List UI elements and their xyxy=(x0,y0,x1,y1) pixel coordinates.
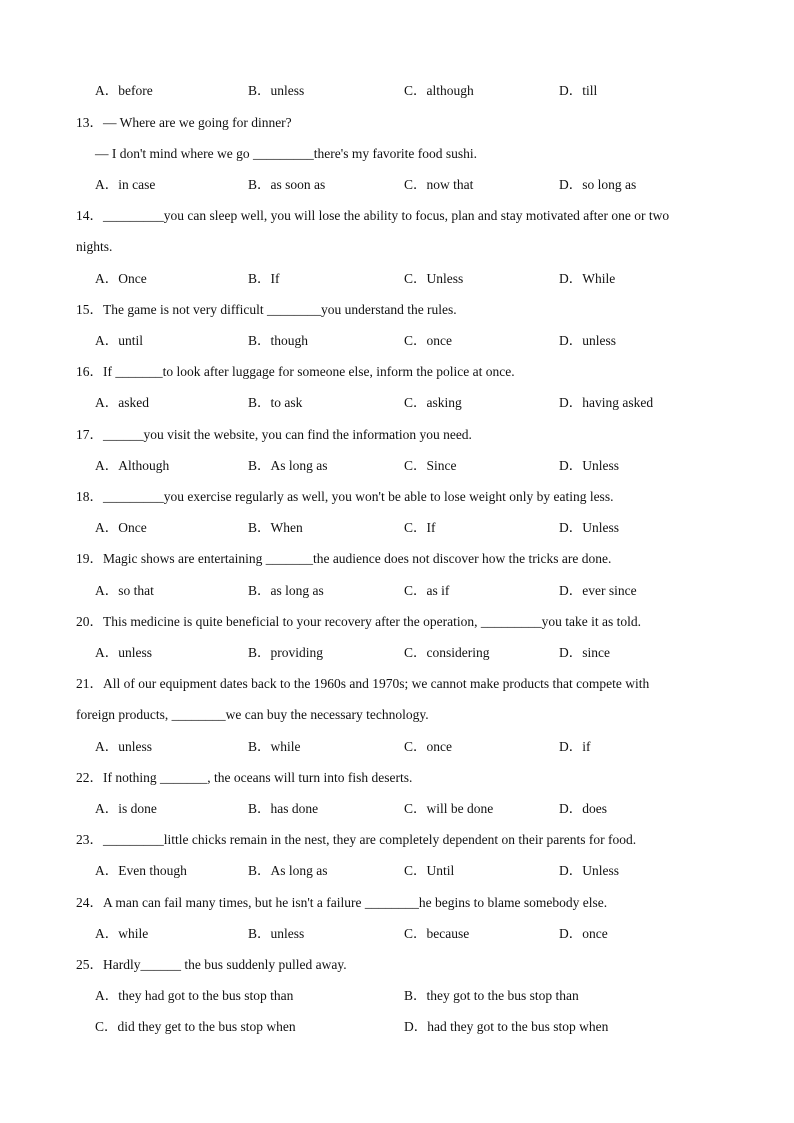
answer-option: C．did they get to the bus stop when xyxy=(95,1019,296,1034)
option-row xyxy=(0,331,794,351)
answer-option: A．is done xyxy=(95,801,157,816)
question-stem: 22．If nothing _______, the oceans will turn into fish deserts. xyxy=(76,770,413,785)
answer-option: B．As long as xyxy=(248,863,328,878)
answer-option: D．While xyxy=(559,271,616,286)
question-stem: 20．This medicine is quite beneficial to your recovery after the operation, _________you take it as told. xyxy=(76,614,641,629)
answer-option: C．asking xyxy=(404,395,462,410)
answer-option: D．ever since xyxy=(559,583,637,598)
option-row xyxy=(0,1017,794,1037)
answer-option: C．Unless xyxy=(404,271,464,286)
answer-option: C．once xyxy=(404,739,452,754)
option-row xyxy=(0,643,794,663)
answer-option: D．having asked xyxy=(559,395,654,410)
answer-option: A．while xyxy=(95,926,149,941)
answer-option: A．before xyxy=(95,83,153,98)
answer-option: A．unless xyxy=(95,739,152,754)
answer-option: B．though xyxy=(248,333,309,348)
answer-option: A．Even though xyxy=(95,863,187,878)
option-row xyxy=(0,986,794,1006)
answer-option: D．does xyxy=(559,801,607,816)
answer-option: B．as soon as xyxy=(248,177,326,192)
question-stem: 25．Hardly______ the bus suddenly pulled away. xyxy=(76,957,347,972)
answer-option: A．so that xyxy=(95,583,154,598)
answer-option: C．because xyxy=(404,926,470,941)
option-row xyxy=(0,861,794,881)
answer-option: D．since xyxy=(559,645,610,660)
option-row xyxy=(0,175,794,195)
answer-option: D．had they got to the bus stop when xyxy=(404,1019,609,1034)
answer-option: B．as long as xyxy=(248,583,324,598)
question-stem: 19．Magic shows are entertaining _______the audience does not discover how the tricks are done. xyxy=(76,551,612,566)
option-row xyxy=(0,799,794,819)
question-stem: 23．_________little chicks remain in the nest, they are completely dependent on their parents for food. xyxy=(76,832,637,847)
answer-option: C．considering xyxy=(404,645,490,660)
answer-option: A．in case xyxy=(95,177,156,192)
answer-option: A．Once xyxy=(95,520,147,535)
answer-option: C．If xyxy=(404,520,436,535)
option-row xyxy=(0,518,794,538)
answer-option: D．unless xyxy=(559,333,616,348)
answer-option: D．once xyxy=(559,926,608,941)
option-row xyxy=(0,737,794,757)
answer-option: A．asked xyxy=(95,395,149,410)
answer-option: D．if xyxy=(559,739,591,754)
option-row xyxy=(0,269,794,289)
question-continuation: nights. xyxy=(76,239,113,254)
question-continuation: foreign products, ________we can buy the necessary technology. xyxy=(76,707,429,722)
answer-option: B．they got to the bus stop than xyxy=(404,988,579,1003)
question-stem: 18．_________you exercise regularly as well, you won't be able to lose weight only by eating less. xyxy=(76,489,614,504)
question-stem: 24．A man can fail many times, but he isn't a failure ________he begins to blame somebody else. xyxy=(76,895,608,910)
answer-option: B．If xyxy=(248,271,280,286)
answer-option: A．Although xyxy=(95,458,170,473)
answer-option: C．will be done xyxy=(404,801,494,816)
option-row xyxy=(0,81,794,101)
answer-option: A．until xyxy=(95,333,144,348)
answer-option: C．as if xyxy=(404,583,450,598)
question-stem: 15．The game is not very difficult ________you understand the rules. xyxy=(76,302,457,317)
answer-option: D．Unless xyxy=(559,863,619,878)
answer-option: B．When xyxy=(248,520,303,535)
question-stem: 17．______you visit the website, you can find the information you need. xyxy=(76,427,472,442)
answer-option: D．Unless xyxy=(559,458,619,473)
answer-option: B．As long as xyxy=(248,458,328,473)
question-stem: 13．— Where are we going for dinner? xyxy=(76,115,292,130)
option-row xyxy=(0,924,794,944)
answer-option: A．they had got to the bus stop than xyxy=(95,988,294,1003)
question-stem: 16．If _______to look after luggage for someone else, inform the police at once. xyxy=(76,364,515,379)
answer-option: C．Since xyxy=(404,458,457,473)
question-stem: 21．All of our equipment dates back to the 1960s and 1970s; we cannot make products that compete with xyxy=(76,676,650,691)
answer-option: C．although xyxy=(404,83,474,98)
answer-option: C．now that xyxy=(404,177,474,192)
answer-option: A．unless xyxy=(95,645,152,660)
answer-option: B．unless xyxy=(248,926,305,941)
question-stem: 14．_________you can sleep well, you will lose the ability to focus, plan and stay motivated after one or two xyxy=(76,208,670,223)
answer-option: B．while xyxy=(248,739,301,754)
answer-option: B．has done xyxy=(248,801,319,816)
answer-option: B．unless xyxy=(248,83,305,98)
answer-option: A．Once xyxy=(95,271,147,286)
answer-option: C．Until xyxy=(404,863,455,878)
dialogue-line: — I don't mind where we go _________there's my favorite food sushi. xyxy=(95,146,478,161)
answer-option: D．till xyxy=(559,83,598,98)
option-row xyxy=(0,393,794,413)
answer-option: B．providing xyxy=(248,645,324,660)
option-row xyxy=(0,456,794,476)
answer-option: D．Unless xyxy=(559,520,619,535)
option-row xyxy=(0,581,794,601)
answer-option: C．once xyxy=(404,333,452,348)
answer-option: D．so long as xyxy=(559,177,637,192)
answer-option: B．to ask xyxy=(248,395,303,410)
